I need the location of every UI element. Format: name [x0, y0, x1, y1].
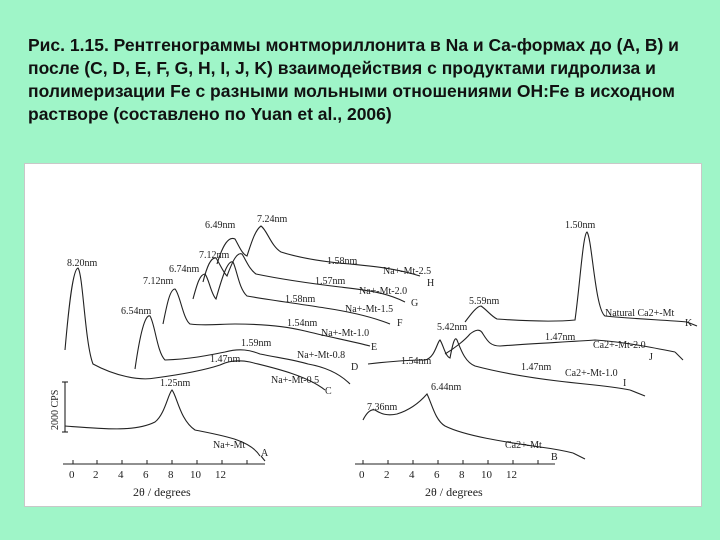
- left-tick-2: 2: [93, 469, 99, 481]
- peak-label: 5.59nm: [469, 296, 500, 307]
- peak-label: 1.47nm: [545, 332, 576, 343]
- peak-label: 6.44nm: [431, 382, 462, 393]
- peak-label: 1.58nm: [285, 294, 316, 305]
- left-tick-6: 6: [143, 469, 149, 481]
- curve-letter: I: [623, 378, 627, 389]
- peak-label: 1.25nm: [160, 378, 191, 389]
- peak-label: 1.54nm: [287, 318, 318, 329]
- sample-label: Na+-Mt-1.0: [321, 328, 370, 339]
- peak-label: 6.74nm: [169, 264, 200, 275]
- curve-letter: K: [685, 318, 693, 329]
- figure-caption: Рис. 1.15. Рентгенограммы монтмориллонита в Na и Ca-формах до (A, B) и после (C, D, E, F, G, H, I, J, K) взаимодействия с продуктами гидролиза и полимеризации Fe с разными мольными отношениями OH:Fe в исходном растворе (составлено по Yuan et al., 2006): [28, 35, 679, 124]
- left-x-axis-label: 2θ / degrees: [133, 485, 191, 499]
- peak-label: 5.42nm: [437, 322, 468, 333]
- sample-label: Ca2+-Mt-1.0: [565, 368, 618, 379]
- curve-letter: J: [649, 352, 653, 363]
- sample-label: Na+-Mt-2.5: [383, 266, 432, 277]
- curve-C: [65, 268, 325, 390]
- curve-letter: A: [261, 448, 269, 459]
- peak-label: 1.47nm: [210, 354, 241, 365]
- peak-label: 7.24nm: [257, 214, 288, 225]
- xrd-figure: [24, 163, 702, 507]
- right-tick-8: 8: [459, 469, 465, 481]
- curve-letter: H: [427, 278, 435, 289]
- left-tick-12: 12: [215, 469, 226, 481]
- curve-letter: B: [551, 452, 558, 463]
- sample-label: Na+-Mt-1.5: [345, 304, 394, 315]
- right-tick-12: 12: [506, 469, 517, 481]
- right-tick-10: 10: [481, 469, 492, 481]
- curve-letter: F: [397, 318, 403, 329]
- peak-label: 7.12nm: [199, 250, 230, 261]
- peak-label: 7.36nm: [367, 402, 398, 413]
- sample-label: Na+-Mt-0.8: [297, 350, 346, 361]
- right-tick-4: 4: [409, 469, 415, 481]
- peak-label: 6.54nm: [121, 306, 152, 317]
- left-tick-4: 4: [118, 469, 124, 481]
- sample-label: Na+-Mt-2.0: [359, 286, 408, 297]
- sample-label: Na+-Mt-0.5: [271, 375, 320, 386]
- right-tick-2: 2: [384, 469, 390, 481]
- peak-label: 7.12nm: [143, 276, 174, 287]
- curve-letter: G: [411, 298, 419, 309]
- curve-letter: D: [351, 362, 359, 373]
- sample-label: Natural Ca2+-Mt: [605, 308, 675, 319]
- peak-label: 1.59nm: [241, 338, 272, 349]
- peak-label: 6.49nm: [205, 220, 236, 231]
- peak-label: 8.20nm: [67, 258, 98, 269]
- scale-bar-label: 2000 CPS: [50, 389, 61, 430]
- curve-letter: E: [371, 342, 378, 353]
- sample-label: Ca2+-Mt: [505, 440, 542, 451]
- curve-letter: C: [325, 386, 332, 397]
- left-tick-10: 10: [190, 469, 201, 481]
- peak-label: 1.47nm: [521, 362, 552, 373]
- right-x-axis-label: 2θ / degrees: [425, 485, 483, 499]
- peak-label: 1.57nm: [315, 276, 346, 287]
- peak-label: 1.50nm: [565, 220, 596, 231]
- right-tick-0: 0: [359, 469, 365, 481]
- right-tick-6: 6: [434, 469, 440, 481]
- peak-label: 1.54nm: [401, 356, 432, 367]
- xrd-plot: [25, 164, 701, 506]
- left-tick-0: 0: [69, 469, 75, 481]
- left-tick-8: 8: [168, 469, 174, 481]
- sample-label: Ca2+-Mt-2.0: [593, 340, 646, 351]
- peak-label: 1.58nm: [327, 256, 358, 267]
- sample-label: Na+-Mt: [213, 440, 246, 451]
